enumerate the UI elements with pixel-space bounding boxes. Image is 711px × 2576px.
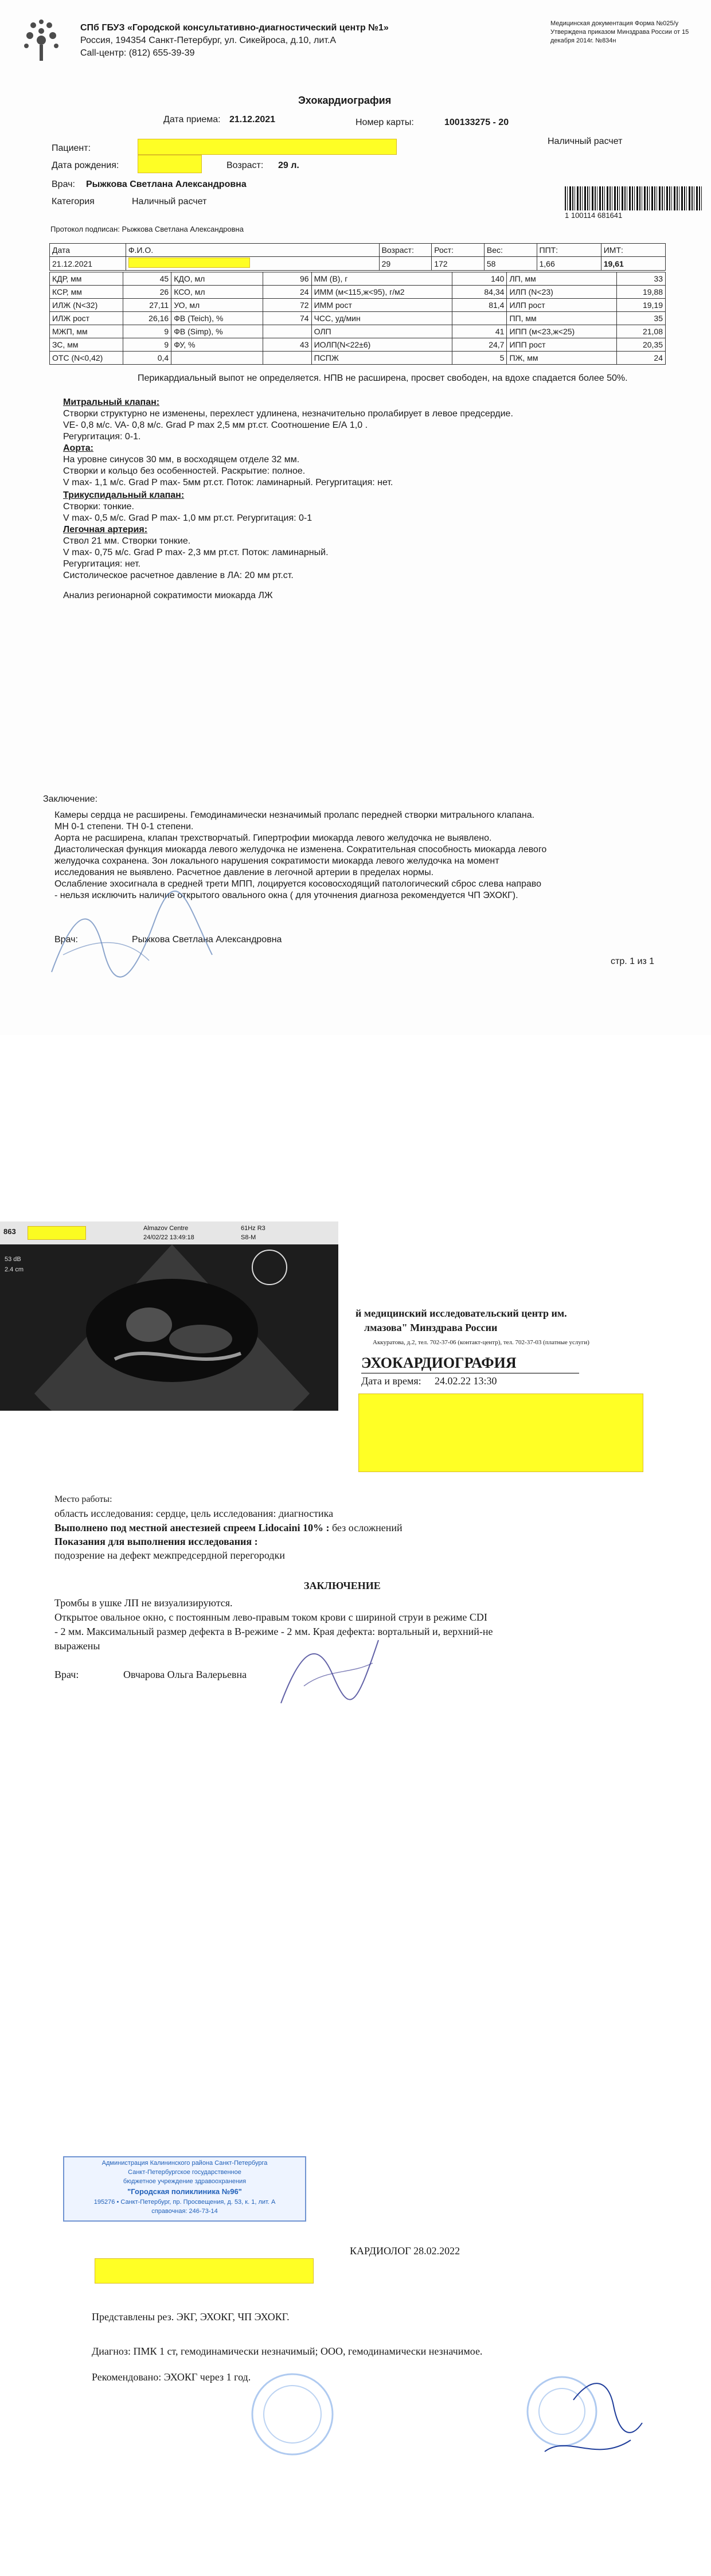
p2-conclusion-3: - 2 мм. Максимальный размер дефекта в В-режиме - 2 мм. Края дефекта: вортальный и, верхний-не — [54, 1626, 493, 1637]
aorta-line-2: Створки и кольцо без особенностей. Раскрытие: полное. — [63, 466, 306, 476]
stamp-line-4: "Городская поликлиника №96" — [127, 2187, 242, 2196]
doctor-sign-value: Рыжкова Светлана Александровна — [132, 935, 282, 944]
measurements-table — [49, 272, 666, 365]
measure-label: ИОЛП(N<22±6) — [311, 338, 452, 352]
measure-label: ОТС (N<0,42) — [50, 352, 123, 365]
conclusion-title: ЗАКЛЮЧЕНИЕ — [304, 1580, 381, 1591]
measure-label — [171, 352, 263, 365]
stamp-line-2: Санкт-Петербургское государственное — [128, 2169, 241, 2176]
photo-label-1: Almazov Centre — [143, 1225, 189, 1232]
mitral-line-3: Регургитация: 0-1. — [63, 432, 141, 442]
measure-label: ПЖ, мм — [507, 352, 617, 365]
page-1 — [0, 0, 711, 1035]
pericard-text: Перикардиальный выпот не определяется. НПВ не расширена, просвет свободен, на вдохе спадается более 50%. — [138, 373, 628, 383]
measure-value: 24 — [263, 286, 311, 299]
measure-label: МЖП, мм — [50, 325, 123, 338]
clinic-stamp — [63, 2156, 306, 2222]
conclusion-line-3: Аорта не расширена, клапан трехстворчатый. Гипертрофии миокарда левого желудочка не выявлено. — [54, 833, 492, 843]
mitral-line-1: Створки структурно не изменены, перехлест удлинена, незначительно пролабирует в левое предсердие. — [63, 409, 513, 419]
done-line — [54, 1522, 403, 1534]
measure-row — [50, 299, 666, 312]
p2-conclusion-1: Тромбы в ушке ЛП не визуализируются. — [54, 1597, 233, 1609]
payment-type: Наличный расчет — [548, 136, 623, 146]
measure-label: ПСПЖ — [311, 352, 452, 365]
measure-label: ИЛП (N<23) — [507, 286, 617, 299]
conclusion-line-6: исследования не выявлено. Расчетное давление в легочной артерии в пределах нормы. — [54, 868, 434, 877]
conclusion-line-4: Диастолическая функция миокарда левого желудочка не изменена. Сократительная способность миокарда левого — [54, 845, 547, 854]
measure-row — [50, 352, 666, 365]
measure-value: 24 — [617, 352, 666, 365]
weight-header: Вес: — [484, 244, 537, 257]
measure-label: ИММ (м<115,ж<95), г/м2 — [311, 286, 452, 299]
p2-conclusion-4: выражены — [54, 1640, 100, 1652]
doctor-signature — [40, 886, 224, 989]
form-note: Медицинская документация Форма №025/у Утверждена приказом Минздрава России от 15 декабря 2014г. №834н — [550, 20, 689, 44]
card-value: 100133275 - 20 — [444, 118, 509, 127]
stamp-line-1: Администрация Калининского района Санкт-Петербурга — [101, 2160, 268, 2167]
conclusion-line-2: МН 0-1 степени. ТН 0-1 степени. — [54, 822, 194, 832]
measure-value: 72 — [263, 299, 311, 312]
tricuspid-heading: Трикуспидальный клапан: — [63, 490, 185, 500]
measure-label: КДР, мм — [50, 272, 123, 286]
measure-value: 140 — [452, 272, 507, 286]
measure-value: 45 — [123, 272, 171, 286]
datetime-value: 24.02.22 13:30 — [435, 1375, 497, 1387]
measure-value — [263, 325, 311, 338]
tricuspid-line-1: Створки: тонкие. — [63, 502, 134, 512]
table-date-header: Дата — [50, 244, 126, 257]
p2-conclusion-2: Открытое овальное окно, с постоянным лево-правым током крови с шириной струи в режиме CDI — [54, 1611, 487, 1623]
conclusion-line-8: - нельзя исключить наличие открытого овального окна ( для уточнения диагноза рекомендуется ЧП ЭХОКГ). — [54, 891, 518, 900]
page-2 — [0, 1221, 711, 1738]
conclusion-line-7: Ослабление эхосигнала в средней трети МПП, лоцируется косовосходящий патологический сброс слева направо — [54, 879, 542, 889]
patient-label: Пациент: — [52, 143, 91, 153]
measure-value: 26 — [123, 286, 171, 299]
measure-value — [452, 312, 507, 325]
conclusion-heading: Заключение: — [43, 794, 98, 804]
measure-label: ИПП (м<23,ж<25) — [507, 325, 617, 338]
date-value: 21.12.2021 — [229, 115, 276, 124]
photo-number: 863 — [3, 1227, 16, 1236]
measure-value: 74 — [263, 312, 311, 325]
weight-cell: 58 — [484, 257, 537, 271]
aorta-line-1: На уровне синусов 30 мм, в восходящем отделе 32 мм. — [63, 455, 300, 465]
measure-label: ОЛП — [311, 325, 452, 338]
stamp-line-5: 195276 • Санкт-Петербург, пр. Просвещения, д. 53, к. 1, лит. А — [93, 2199, 276, 2206]
measure-label: ФВ (Simp), % — [171, 325, 263, 338]
age-header: Возраст: — [379, 244, 432, 257]
aorta-heading: Аорта: — [63, 443, 93, 453]
height-cell: 172 — [432, 257, 485, 271]
page-number: стр. 1 из 1 — [611, 957, 655, 966]
redacted-fio — [128, 257, 250, 268]
measure-row — [50, 338, 666, 352]
measure-value: 5 — [452, 352, 507, 365]
round-stamp-1 — [241, 2368, 344, 2460]
barcode-number: 1 100114 681641 — [565, 211, 623, 220]
measure-value: 27,11 — [123, 299, 171, 312]
pulmonary-line-3: Регургитация: нет. — [63, 559, 141, 569]
echo-title: ЭХОКАРДИОГРАФИЯ — [361, 1355, 517, 1371]
measure-value: 35 — [617, 312, 666, 325]
ppt-header: ППТ: — [537, 244, 601, 257]
p2-signature — [269, 1623, 396, 1715]
table-date: 21.12.2021 — [50, 257, 126, 271]
date-label: Дата приема: — [163, 115, 221, 124]
p3-line-3: Рекомендовано: ЭХОКГ через 1 год. — [92, 2371, 251, 2383]
redacted-birth — [138, 155, 202, 173]
area-text: область исследования: сердце, цель исследования: диагностика — [54, 1508, 334, 1519]
pulmonary-heading: Легочная артерия: — [63, 525, 148, 534]
measure-value: 20,35 — [617, 338, 666, 352]
mitral-line-2: VE- 0,8 м/с. VA- 0,8 м/с. Grad P max 2,5 мм рт.ст. Соотношение Е/А 1,0 . — [63, 420, 368, 430]
conclusion-line-5: желудочка сохранена. Зон локального нарушения сократимости миокарда левого желудочка на момент — [54, 856, 499, 866]
pulmonary-line-2: V max- 0,75 м/с. Grad P max- 2,3 мм рт.ст. Поток: ламинарный. — [63, 548, 329, 557]
measure-label: КСО, мл — [171, 286, 263, 299]
measure-row — [50, 312, 666, 325]
measure-label: КДО, мл — [171, 272, 263, 286]
table-fio-cell — [126, 257, 379, 271]
measure-value: 41 — [452, 325, 507, 338]
measure-row — [50, 286, 666, 299]
center-name-1: й медицинский исследовательский центр им. — [356, 1307, 567, 1319]
measure-label: КСР, мм — [50, 286, 123, 299]
measure-label: ИЛЖ рост — [50, 312, 123, 325]
pulmonary-line-4: Систолическое расчетное давление в ЛА: 20 мм рт.ст. — [63, 571, 294, 580]
measure-label: ФВ (Teich), % — [171, 312, 263, 325]
doctor-label: Врач: — [52, 179, 75, 189]
measure-value: 33 — [617, 272, 666, 286]
photo-label-2: 24/02/22 13:49:18 — [143, 1234, 194, 1241]
age-label: Возраст: — [226, 161, 264, 170]
center-contacts: Аккуратова, д.2, тел. 702-37-06 (контакт-центр), тел. 702-37-03 (платные услуги) — [373, 1339, 589, 1346]
measure-label: ИЛП рост — [507, 299, 617, 312]
measure-value: 0,4 — [123, 352, 171, 365]
redacted-patient — [138, 139, 397, 155]
photo-label-4: S8-M — [241, 1234, 256, 1241]
cardiologist-header: КАРДИОЛОГ 28.02.2022 — [350, 2245, 460, 2257]
measure-value — [263, 352, 311, 365]
indications-value: подозрение на дефект межпредсердной перегородки — [54, 1549, 285, 1561]
photo-label-5: 53 dB — [5, 1256, 21, 1263]
redacted-patient-3 — [95, 2258, 314, 2284]
card-label: Номер карты: — [356, 118, 414, 127]
age-cell: 29 — [379, 257, 432, 271]
measure-label: ИММ рост — [311, 299, 452, 312]
photo-label-6: 2.4 cm — [5, 1266, 24, 1273]
measure-label: ИПП рост — [507, 338, 617, 352]
clinic-logo — [17, 16, 65, 64]
org-address: Россия, 194354 Санкт-Петербург, ул. Сикейроса, д.10, лит.А — [80, 36, 336, 45]
doctor-sign-label: Врач: — [54, 935, 78, 944]
photo-label-3: 61Hz R3 — [241, 1225, 265, 1232]
measure-value: 96 — [263, 272, 311, 286]
ppt-cell: 1,66 — [537, 257, 601, 271]
height-header: Рост: — [432, 244, 485, 257]
measure-value: 84,34 — [452, 286, 507, 299]
stamp-line-3: бюджетное учреждение здравоохранения — [123, 2178, 247, 2185]
measure-value: 43 — [263, 338, 311, 352]
stamp-line-6: справочная: 246-73-14 — [151, 2208, 218, 2215]
p3-line-2: Диагноз: ПМК 1 ст, гемодинамически незначимый; ООО, гемодинамически незначимое. — [92, 2345, 483, 2357]
measure-label: ЗС, мм — [50, 338, 123, 352]
p3-line-1: Представлены рез. ЭКГ, ЭХОКГ, ЧП ЭХОКГ. — [92, 2311, 290, 2323]
measure-label: ММ (В), г — [311, 272, 452, 286]
category-label: Категория — [52, 197, 95, 206]
measure-value: 19,19 — [617, 299, 666, 312]
measure-value: 9 — [123, 338, 171, 352]
done-value: без осложнений — [329, 1522, 403, 1533]
aorta-line-3: V max- 1,1 м/с. Grad P max- 5мм рт.ст. Поток: ламинарный. Регургитация: нет. — [63, 478, 393, 487]
barcode — [565, 186, 702, 210]
measure-row — [50, 325, 666, 338]
page-3 — [0, 2156, 711, 2576]
p2-doctor-value: Овчарова Ольга Валерьевна — [123, 1669, 247, 1680]
mitral-heading: Митральный клапан: — [63, 397, 160, 407]
pulmonary-line-1: Ствол 21 мм. Створки тонкие. — [63, 536, 191, 546]
measure-label: ЧСС, уд/мин — [311, 312, 452, 325]
category-value: Наличный расчет — [132, 197, 207, 206]
org-callcenter: Call-центр: (812) 655-39-39 — [80, 48, 195, 58]
page-title: Эхокардиография — [298, 95, 392, 106]
measure-row — [50, 272, 666, 286]
indications-label: Показания для выполнения исследования : — [54, 1536, 258, 1547]
age-value: 29 л. — [278, 161, 299, 170]
measure-value: 81,4 — [452, 299, 507, 312]
round-stamp-2 — [522, 2366, 648, 2480]
workplace-label: Место работы: — [54, 1494, 112, 1504]
regional-text: Анализ регионарной сократимости миокарда ЛЖ — [63, 591, 273, 600]
measure-label: ЛП, мм — [507, 272, 617, 286]
measure-value: 19,88 — [617, 286, 666, 299]
p2-doctor-label: Врач: — [54, 1669, 79, 1680]
imt-cell: 19,61 — [601, 257, 665, 271]
org-name: СПб ГБУЗ «Городской консультативно-диагностический центр №1» — [80, 23, 389, 33]
doctor-value: Рыжкова Светлана Александровна — [86, 179, 247, 189]
measure-value: 21,08 — [617, 325, 666, 338]
redacted-patient-block — [358, 1394, 643, 1472]
measure-label: ИЛЖ (N<32) — [50, 299, 123, 312]
measure-value: 26,16 — [123, 312, 171, 325]
measure-value: 24,7 — [452, 338, 507, 352]
tricuspid-line-2: V max- 0,5 м/с. Grad P max- 1,0 мм рт.ст. Регургитация: 0-1 — [63, 513, 312, 523]
measure-value: 9 — [123, 325, 171, 338]
done-label: Выполнено под местной анестезией спреем Lidocaini 10% : — [54, 1522, 330, 1533]
imt-header: ИМТ: — [601, 244, 665, 257]
table-fio-header: Ф.И.О. — [126, 244, 379, 257]
center-name-2: лмазова" Минздрава России — [364, 1322, 498, 1333]
measure-label: УО, мл — [171, 299, 263, 312]
signed-note: Протокол подписан: Рыжкова Светлана Александровна — [50, 225, 244, 233]
patient-header-table — [49, 243, 666, 271]
conclusion-line-1: Камеры сердца не расширены. Гемодинамически незначимый пролапс передней створки митрального клапана. — [54, 810, 535, 820]
datetime-label: Дата и время: — [361, 1375, 421, 1387]
birth-label: Дата рождения: — [52, 161, 119, 170]
measure-label: ПП, мм — [507, 312, 617, 325]
measure-label: ФУ, % — [171, 338, 263, 352]
